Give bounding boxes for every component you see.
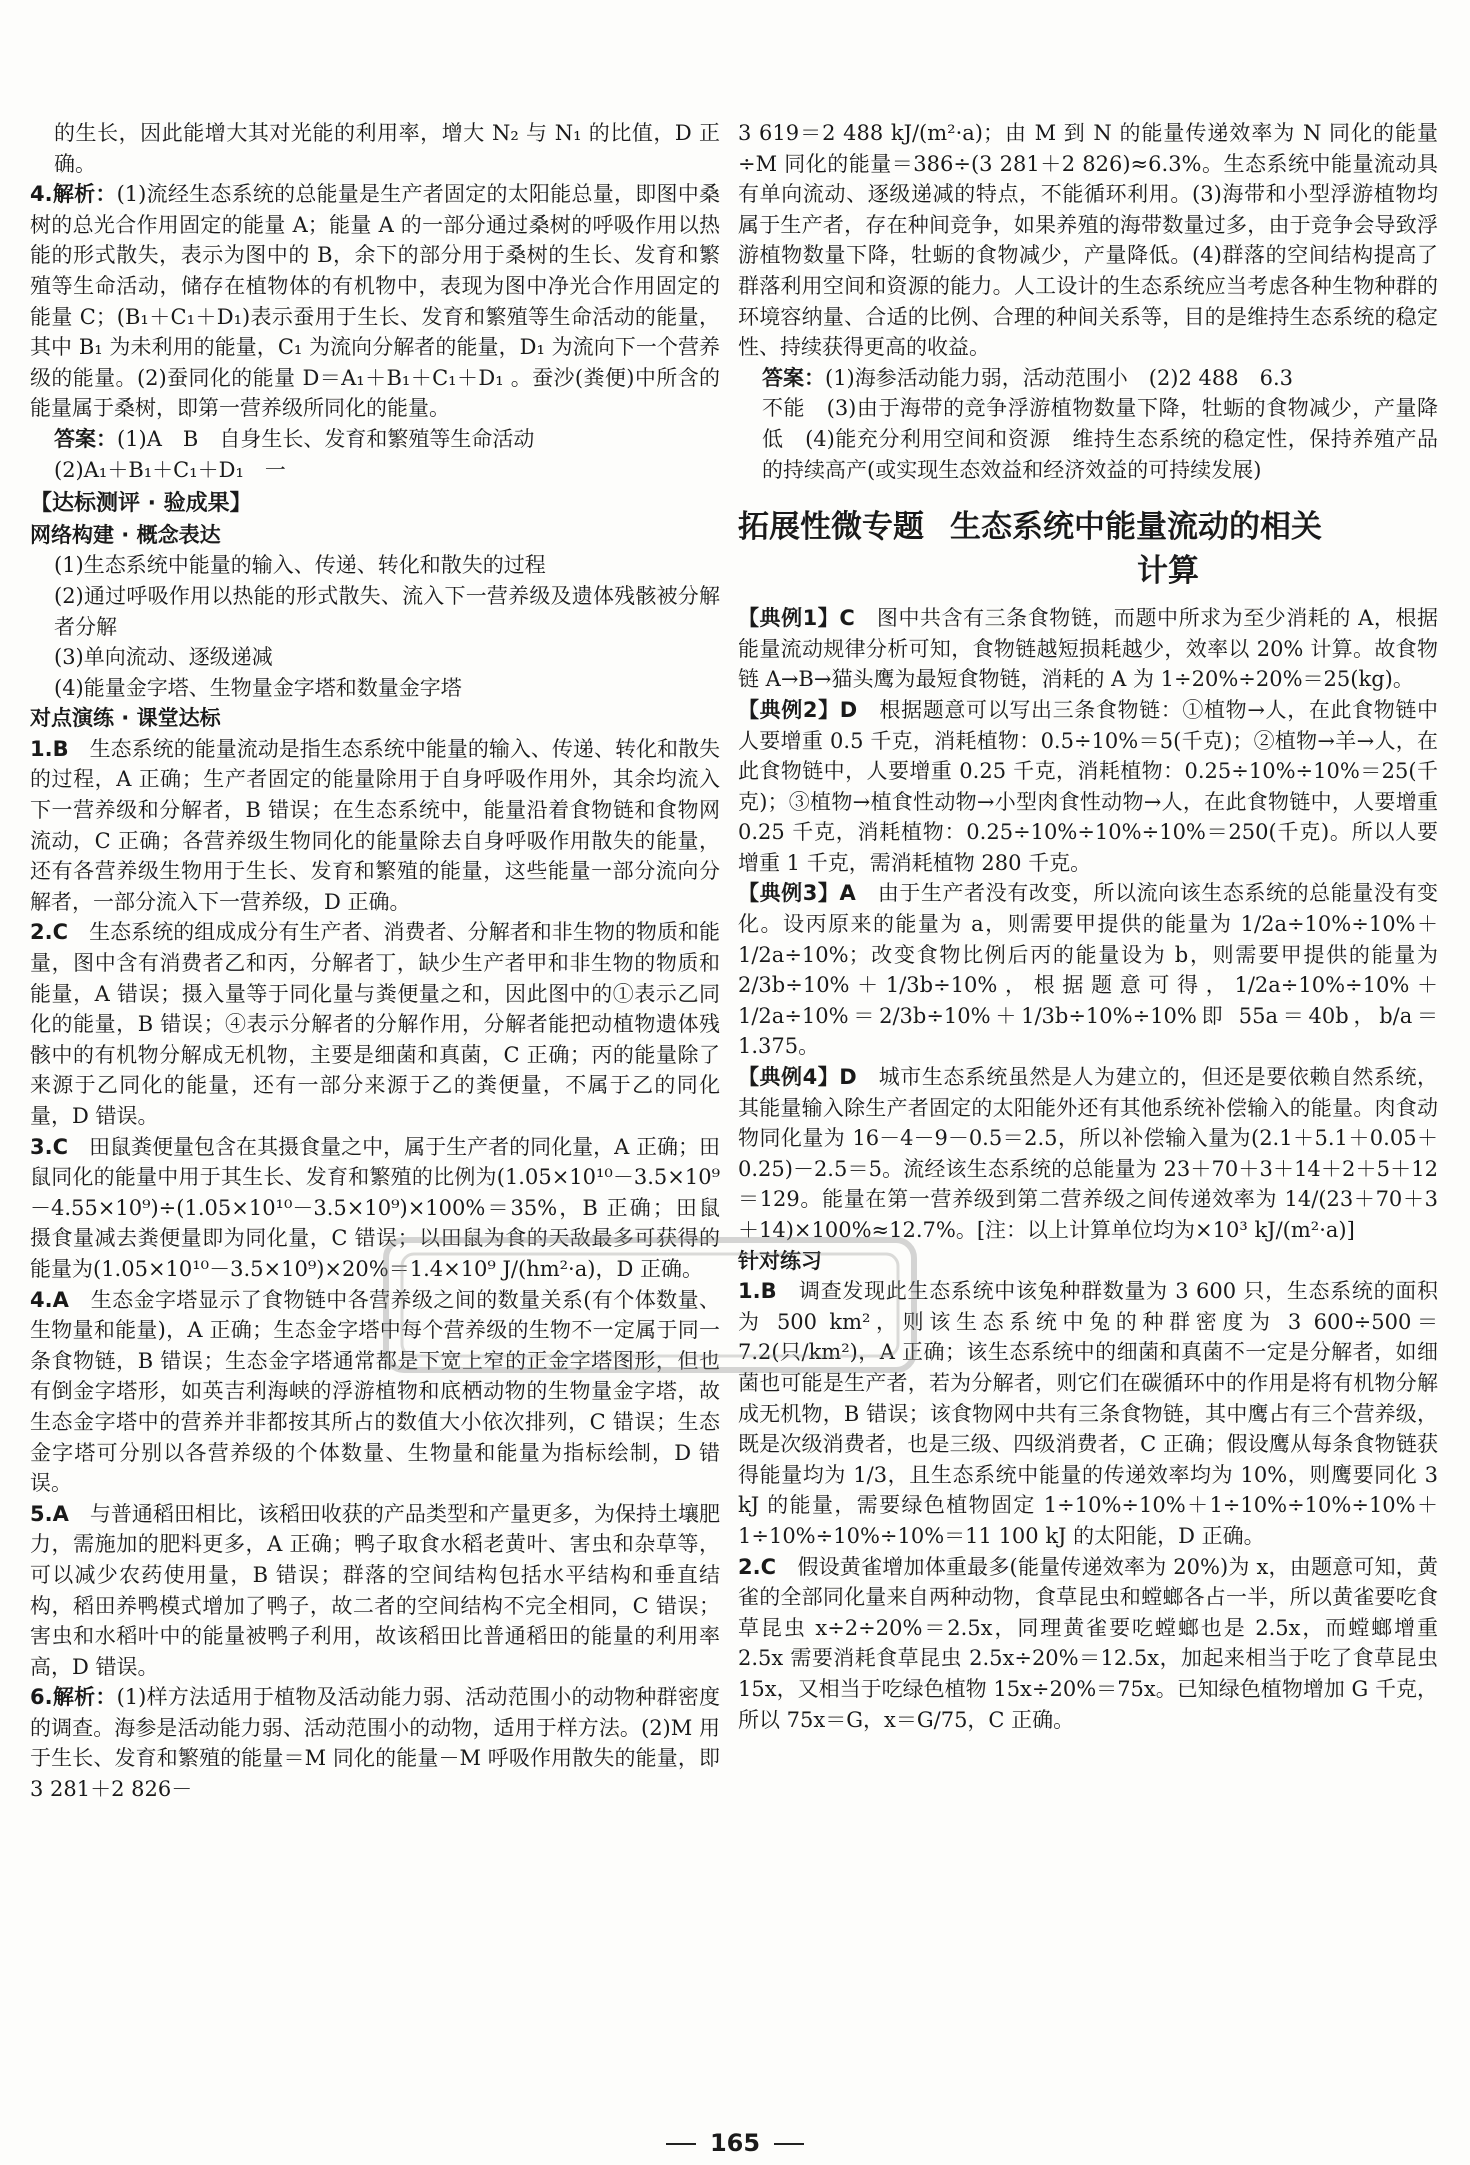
q6-continued: 3 619＝2 488 kJ/(m²·a)；由 M 到 N 的能量传递效率为 N 同化的能量÷M 同化的能量＝386÷(3 281＋2 826)≈6.3%。生态系统中能量流动具有单向流动、逐级递减的特点，不能循环利用。(3)海带和小型浮游植物均属于生产者，存在种间竞争，如果养殖的海带数量过多，由于竞争会导致浮游植物数量下降，牡蛎的食物减少，产量降低。(4)群落的空间结构提高了群落利用空间和资源的能力。人工设计的生态系统应当考虑各种生物种群的环境容纳量、合适的比例、合理的种间关系等，目的是维持生态系统的稳定性、持续获得更高的收益。 [738,121,1438,360]
practice-4-text: 生态金字塔显示了食物链中各营养级之间的数量关系(有个体数量、生物量和能量)，A 正确；生态金字塔中每个营养级的生物不一定属于同一条食物链，B 错误；生态金字塔通常都是下宽上窄的正金字塔图形，但也有倒金字塔形，如英吉利海峡的浮游植物和底栖动物的生物量金字塔，故生态金字塔中的营养并非都按其所占的数值大小依次排列，C 错误；生态金字塔可分别以各营养级的个体数量、生物量和能量为指标绘制，D 错误。 [30,1287,720,1496]
q6-answer-1: (1)海参活动能力弱，活动范围小 (2)2 488 6.3 [825,365,1294,390]
subheading-network: 网络构建 · 概念表达 [30,522,221,547]
q4-answer-1: (1)A B 自身生长、发育和繁殖等生命活动 [117,426,535,451]
practice-3-text: 田鼠粪便量包含在其摄食量之中，属于生产者的同化量，A 正确；田鼠同化的能量中用于其生长、发育和繁殖的比例为(1.05×10¹⁰－3.5×10⁹－4.55×10⁹)÷(1.05×10¹⁰－3.5×10⁹)×100%＝35%，B 正确；田鼠摄食量减去粪便量即为同化量，C 错误；以田鼠为食的天敌最多可获得的能量为(1.05×10¹⁰－3.5×10⁹)×20%＝1.4×10⁹ J/(hm²·a)，D 正确。 [30,1134,721,1281]
q6-answer-label: 答案： [762,365,825,390]
right-column [738,118,1438,1735]
q4-answer-label: 答案： [54,426,117,451]
left-column [30,118,720,1805]
network-item-1: (1)生态系统中能量的输入、传递、转化和散失的过程 [54,553,546,578]
practice-answer-1 [30,734,720,918]
example-3-label: 【典例3】 [738,881,840,906]
topic-title-tail: 计算 [1137,553,1199,590]
example-1-answer: C [839,606,855,631]
targeted-2-number: 2.C [738,1554,777,1579]
practice-answer-6 [30,1682,720,1804]
targeted-1-text: 调查发现此生态系统中该兔种群数量为 3 600 只，生态系统的面积为 500 km²，则该生态系统中兔的种群密度为 3 600÷500＝7.2(只/km²)，A 正确；该生态系统中的细菌和真菌不一定是分解者，如细菌也可能是生产者，若为分解者，则它们在碳循环中的作用是将有机物分解成无机物，B 错误；该食物网中共有三条食物链，其中鹰占有三个营养级，既是次级消费者，也是三级、四级消费者，C 正确；假设鹰从每条食物链获得能量均为 1/3，且生态系统中能量的传递效率均为 10%，则鹰要同化 3 kJ 的能量，需要绿色植物固定 1÷10%÷10%＋1÷10%÷10%÷10%＋1÷10%÷10%÷10%＝11 100 kJ 的太阳能，D 正确。 [738,1279,1439,1548]
q4-text: (1)流经生态系统的总能量是生产者固定的太阳能总量，即图中桑树的总光合作用固定的能量 A；能量 A 的一部分通过桑树的呼吸作用以热能的形式散失，表示为图中的 B，余下的部分用于桑树的生长、发育和繁殖等生命活动，储存在植物体的有机物中，表现为图中净光合作用固定的能量 C；(B₁＋C₁＋D₁)表示蚕用于生长、发育和繁殖等生命活动的能量，其中 B₁ 为未利用的能量，C₁ 为流向分解者的能量，D₁ 为流向下一个营养级的能量。(2)蚕同化的能量 D＝A₁＋B₁＋C₁＋D₁ 。蚕沙(粪便)中所含的能量属于桑树，即第一营养级所同化的能量。 [30,182,721,421]
targeted-answer-1 [738,1276,1438,1551]
q4-label: 解析： [52,182,117,207]
page-number: 165 [709,2129,761,2157]
topic-title-main: 生态系统中能量流动的相关 [950,509,1322,546]
q6-answer-2: 不能 (3)由于海带的竞争浮游植物数量下降，牡蛎的食物减少，产量降低 (4)能充分利用空间和资源 维持生态系统的稳定性，保持养殖产品的持续高产(或实现生态效益和经济效益的可持续发展) [762,396,1438,482]
page-footer [0,2128,1470,2159]
q4-number: 4. [30,182,53,207]
q4-answer-2: (2)A₁＋B₁＋C₁＋D₁ 一 [54,457,286,482]
practice-1-number: 1.B [30,736,69,761]
practice-3-number: 3.C [30,1134,69,1159]
example-1-label: 【典例1】 [738,606,840,631]
targeted-2-text: 假设黄雀增加体重最多(能量传递效率为 20%)为 x，由题意可知，黄雀的全部同化量来自两种动物，食草昆虫和螳螂各占一半，所以黄雀要吃食草昆虫 x÷2÷20%＝2.5x，同理黄雀要吃螳螂也是 2.5x，而螳螂增重 2.5x 需要消耗食草昆虫 2.5x÷20%＝12.5x，加起来相当于吃了食草昆虫 15x，又相当于吃绿色植物 15x÷20%＝75x。已知绿色植物增加 G 千克，所以 75x＝G，x＝G/75，C 正确。 [738,1554,1438,1732]
example-4 [738,1062,1438,1246]
practice-5-number: 5.A [30,1501,69,1526]
network-item-2: (2)通过呼吸作用以热能的形式散失、流入下一营养级及遗体残骸被分解者分解 [54,583,720,639]
practice-2-number: 2.C [30,920,69,945]
subheading-targeted: 针对练习 [738,1248,822,1273]
left-top-paragraph: 的生长，因此能增大其对光能的利用率，增大 N₂ 与 N₁ 的比值，D 正确。 [54,121,720,176]
example-1-text: 图中共含有三条食物链，而题中所求为至少消耗的 A，根据能量流动规律分析可知，食物链越短损耗越少，效率以 20% 计算。故食物链 A→B→猫头鹰为最短食物链，消耗的 A 为 1÷20%÷20%＝25(kg)。 [738,606,1438,692]
q6-answer [738,363,1438,394]
q4-analysis [30,179,720,424]
practice-answer-4 [30,1285,720,1499]
example-4-text: 城市生态系统虽然是人为建立的，但还是要依赖自然系统，其能量输入除生产者固定的太阳能外还有其他系统补偿输入的能量。肉食动物同化量为 16－4－9－0.5＝2.5，所以补偿输入量为(2.1＋5.1＋0.05＋0.25)－2.5＝5。流经该生态系统的总能量为 23＋70＋3＋14＋2＋5＋12＝129。能量在第一营养级到第二营养级之间传递效率为 14/(23＋70＋3＋14)×100%≈12.7%。[注：以上计算单位均为×10³ kJ/(m²·a)] [738,1065,1438,1242]
practice-4-number: 4.A [30,1287,69,1312]
section-heading: 【达标测评 · 验成果】 [30,491,252,517]
practice-6-number: 6. [30,1685,53,1710]
targeted-answer-2 [738,1552,1438,1736]
practice-2-text: 生态系统的组成成分有生产者、消费者、分解者和非生物的物质和能量，图中含有消费者乙和丙，分解者丁，缺少生产者甲和非生物的物质和能量，A 错误；摄入量等于同化量与粪便量之和，因此图中的①表示乙同化的能量，B 错误；④表示分解者的分解作用，分解者能把动植物遗体残骸中的有机物分解成无机物，主要是细菌和真菌，C 正确；丙的能量除了来源于乙同化的能量，还有一部分来源于乙的粪便量，不属于乙的同化量，D 错误。 [30,920,721,1128]
q4-answer [30,424,720,455]
practice-answer-2 [30,917,720,1131]
example-2 [738,695,1438,879]
subheading-practice: 对点演练 · 课堂达标 [30,706,221,731]
network-item-4: (4)能量金字塔、生物量金字塔和数量金字塔 [54,675,462,700]
practice-answer-5 [30,1499,720,1683]
targeted-1-number: 1.B [738,1279,777,1304]
example-3-text: 由于生产者没有改变，所以流向该生态系统的总能量没有变化。设丙原来的能量为 a，则需要甲提供的能量为 1/2a÷10%÷10%＋1/2a÷10%；改变食物比例后丙的能量设为 b，则需要甲提供的能量为 2/3b÷10%＋1/3b÷10%，根据题意可得，1/2a÷10%÷10%＋1/2a÷10%＝2/3b÷10%＋1/3b÷10%÷10%即 55a＝40b，b/a＝1.375。 [738,881,1439,1059]
footer-dash-left [666,2143,696,2145]
example-3-answer: A [839,881,856,906]
topic-title-tag: 拓展性微专题 [738,509,924,546]
example-2-text: 根据题意可以写出三条食物链：①植物→人，在此食物链中人要增重 0.5 千克，消耗植物：0.5÷10%＝5(千克)；②植物→羊→人，在此食物链中，人要增重 0.25 千克，消耗植物：0.25÷10%÷10%＝25(千克)；③植物→植食性动物→小型肉食性动物→人，在此食物链中，人要增重 0.25 千克，消耗植物：0.25÷10%÷10%÷10%＝250(千克)。所以人要增重 1 千克，需消耗植物 280 千克。 [738,697,1439,875]
example-3 [738,878,1438,1062]
practice-6-label: 解析： [52,1685,117,1710]
practice-5-text: 与普通稻田相比，该稻田收获的产品类型和产量更多，为保持土壤肥力，需施加的肥料更多，A 正确；鸭子取食水稻老黄叶、害虫和杂草等，可以减少农药使用量，B 错误；群落的空间结构包括水平结构和垂直结构，稻田养鸭模式增加了鸭子，故二者的空间结构不完全相同，C 错误；害虫和水稻叶中的能量被鸭子利用，故该稻田比普通稻田的能量的利用率高，D 错误。 [30,1501,721,1679]
example-1 [738,603,1438,695]
footer-dash-right [774,2143,804,2145]
practice-1-text: 生态系统的能量流动是指生态系统中能量的输入、传递、转化和散失的过程，A 正确；生产者固定的能量除用于自身呼吸作用外，其余均流入下一营养级和分解者，B 错误；在生态系统中，能量沿着食物链和食物网流动，C 正确；各营养级生物同化的能量除去自身呼吸作用散失的能量，还有各营养级生物用于生长、发育和繁殖的能量，这些能量一部分流向分解者，一部分流入下一营养级，D 正确。 [30,736,721,914]
example-4-label: 【典例4】 [738,1065,840,1090]
practice-6-text: (1)样方法适用于植物及活动能力弱、活动范围小的动物种群密度的调查。海参是活动能力弱、活动范围小的动物，适用于样方法。(2)M 用于生长、发育和繁殖的能量＝M 同化的能量－M 呼吸作用散失的能量，即 3 281＋2 826－ [30,1685,721,1802]
network-item-3: (3)单向流动、逐级递减 [54,645,273,670]
practice-answer-3 [30,1132,720,1285]
example-4-answer: D [839,1065,857,1090]
example-2-label: 【典例2】 [738,697,840,722]
example-2-answer: D [839,697,858,722]
topic-title [738,505,1438,593]
